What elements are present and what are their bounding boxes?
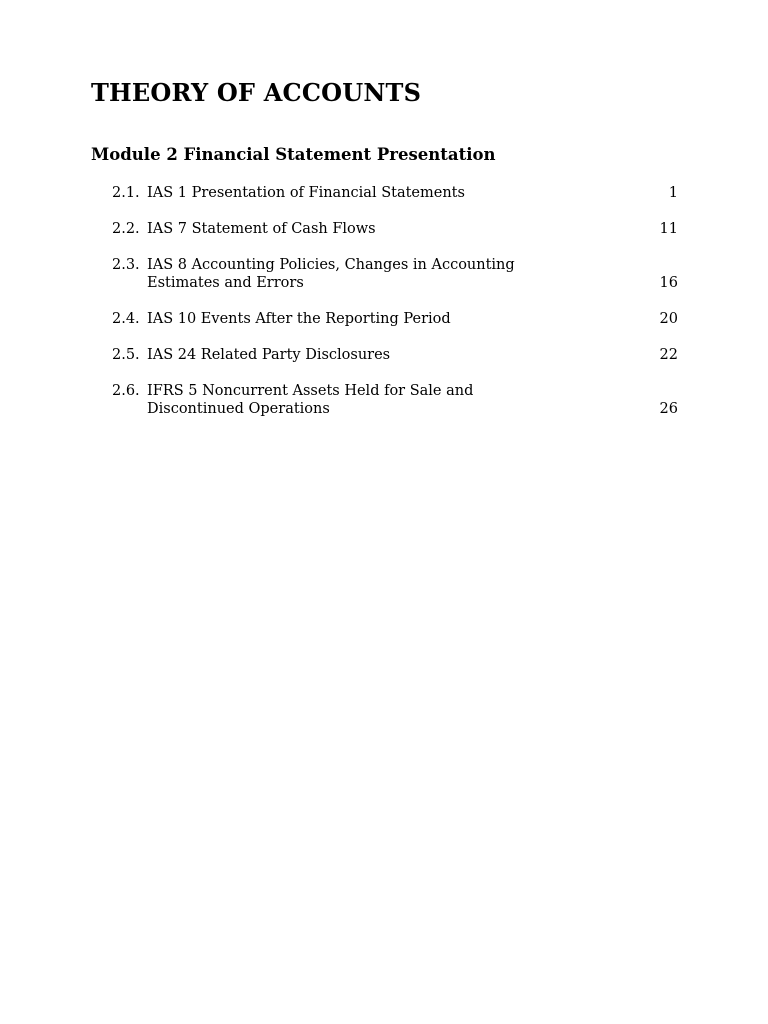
toc-entry-number: 2.2.: [112, 221, 140, 237]
toc-entry-page: 20: [659, 311, 678, 327]
toc-entry-2-4: [112, 310, 678, 328]
toc-entry-number: 2.1.: [112, 185, 140, 201]
toc-entry-2-2: [112, 220, 678, 238]
toc-entry-number: 2.5.: [112, 347, 140, 363]
table-of-contents: [112, 184, 678, 436]
toc-entry-2-1: [112, 184, 678, 202]
toc-entry-2-5: [112, 346, 678, 364]
toc-entry-number: 2.6.: [112, 383, 140, 399]
toc-entry-page: 11: [659, 221, 678, 237]
toc-entry-number: 2.4.: [112, 311, 140, 327]
toc-entry-page: 1: [668, 185, 678, 201]
toc-entry-number: 2.3.: [112, 257, 140, 273]
module-title: Module 2 Financial Statement Presentation: [91, 145, 496, 164]
toc-entry-2-3: [112, 256, 678, 292]
toc-entry-text: IAS 1 Presentation of Financial Statements: [147, 185, 465, 201]
toc-entry-page: 22: [659, 347, 678, 363]
toc-entry-text: IAS 10 Events After the Reporting Period: [147, 311, 451, 327]
toc-entry-text: IAS 8 Accounting Policies, Changes in Accounting Estimates and Errors: [147, 257, 515, 291]
toc-entry-page: 26: [659, 401, 678, 417]
toc-entry-text: IAS 24 Related Party Disclosures: [147, 347, 391, 363]
toc-entry-text: IAS 7 Statement of Cash Flows: [147, 221, 376, 237]
document-title: THEORY OF ACCOUNTS: [91, 78, 422, 107]
toc-entry-text: IFRS 5 Noncurrent Assets Held for Sale and Discontinued Operations: [147, 383, 474, 417]
toc-entry-2-6: [112, 382, 678, 418]
toc-entry-page: 16: [659, 275, 678, 291]
